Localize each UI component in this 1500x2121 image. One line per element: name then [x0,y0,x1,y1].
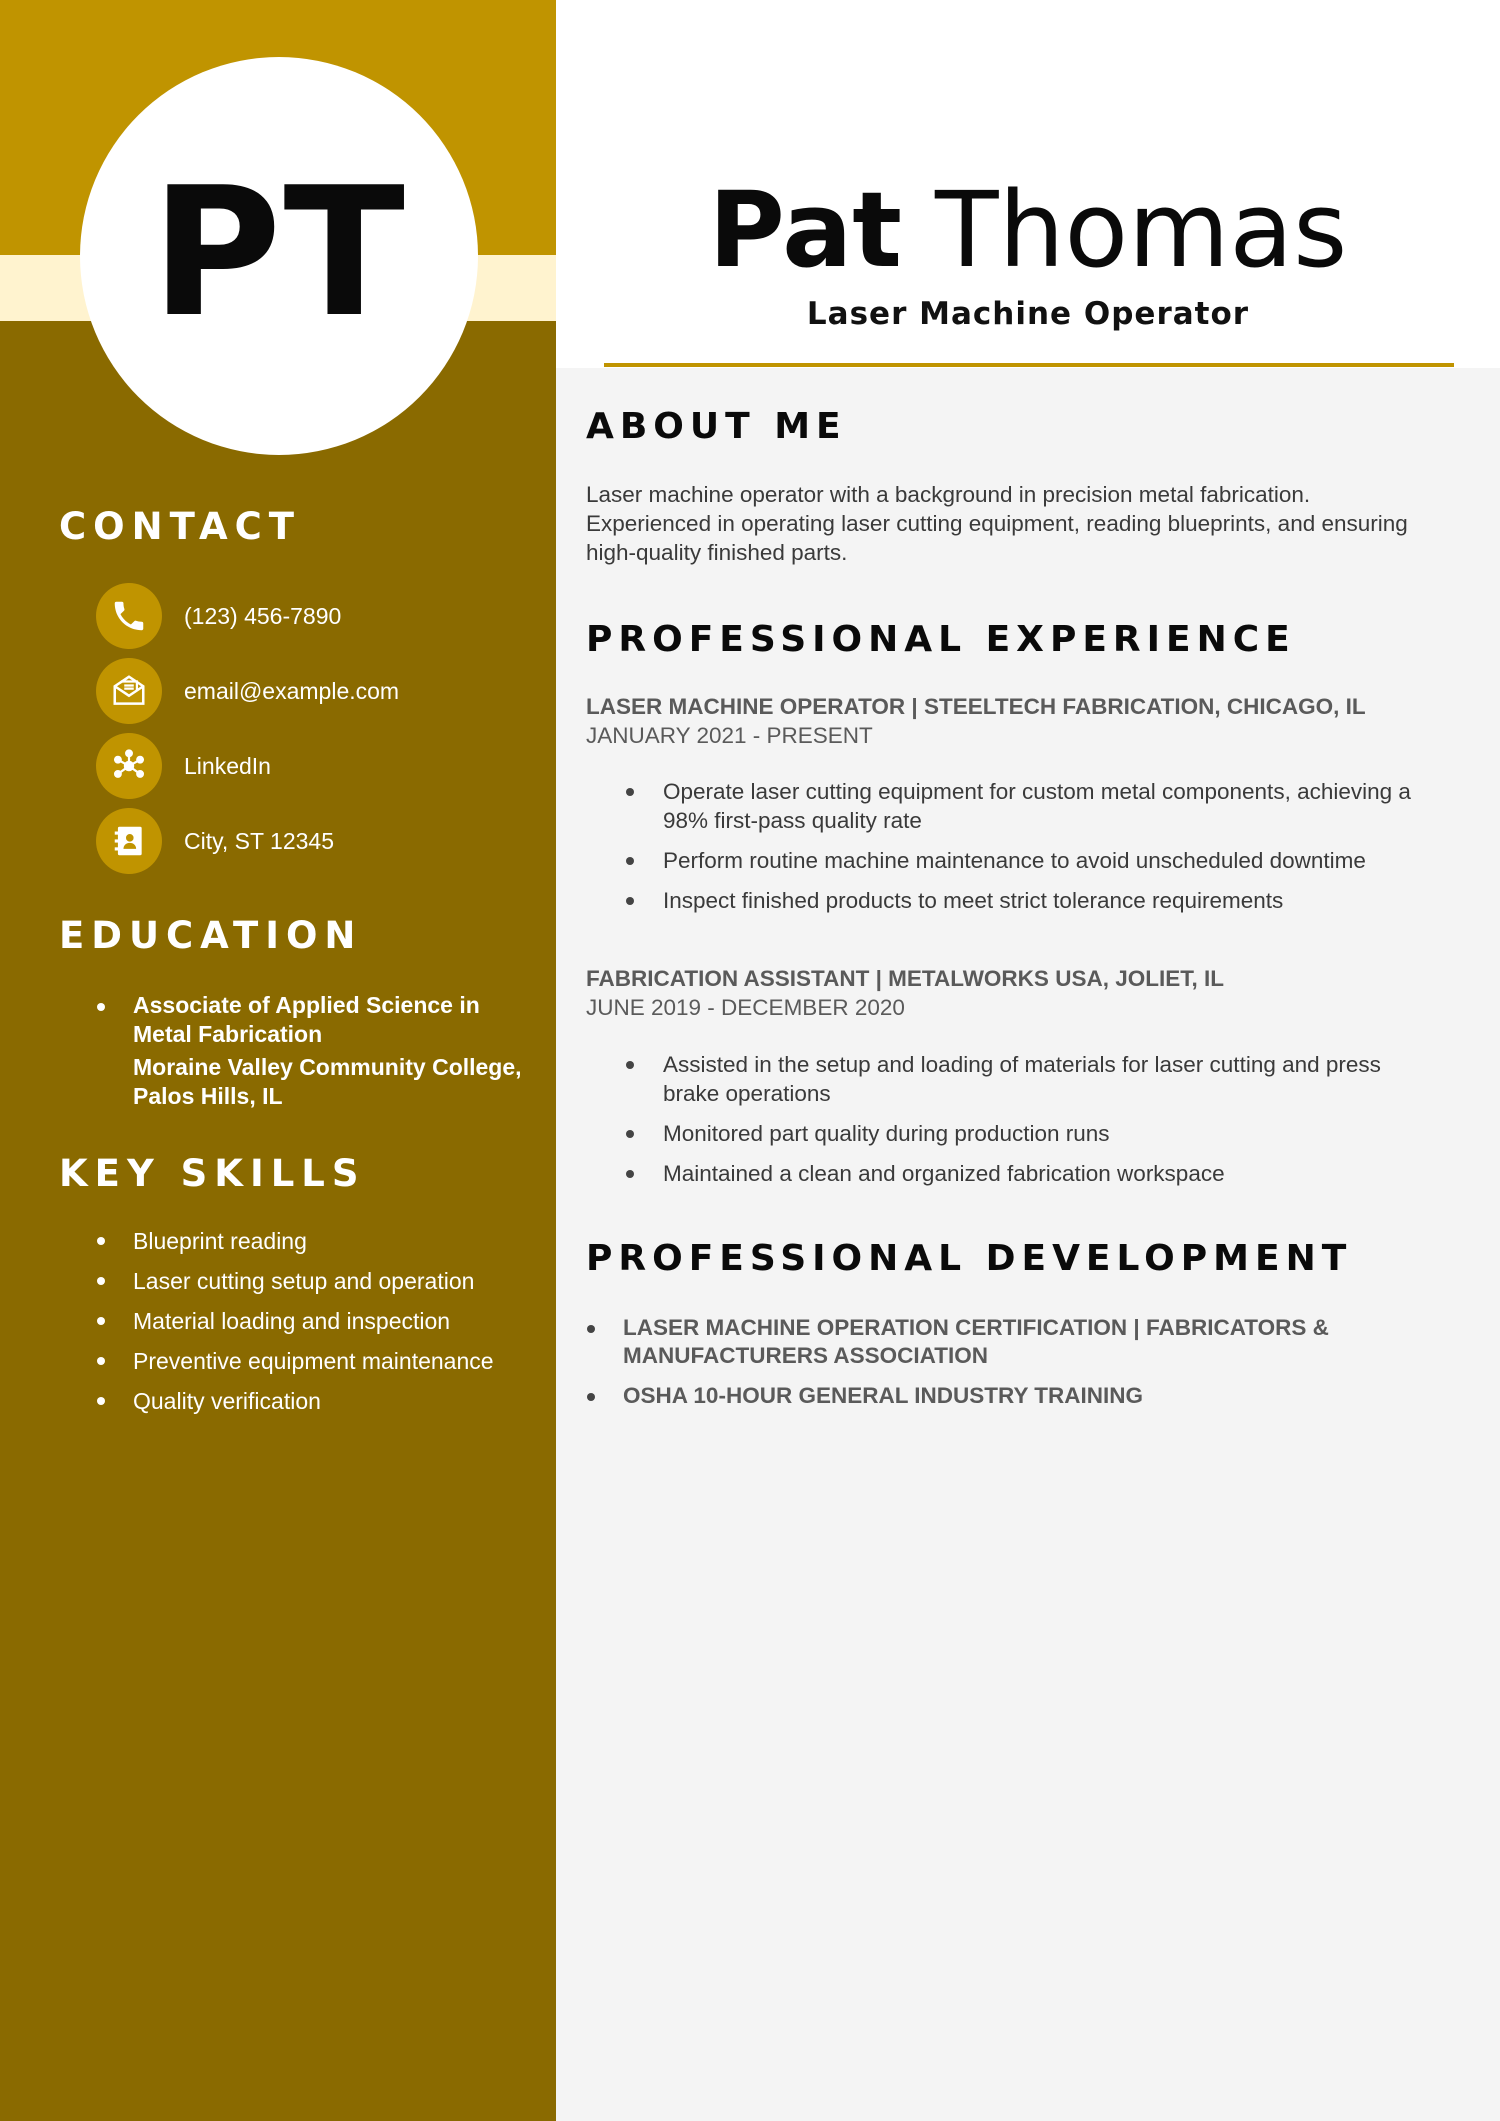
skill-item: Quality verification [133,1386,543,1426]
development-item: LASER MACHINE OPERATION CERTIFICATION | FABRICATORS & MANUFACTURERS ASSOCIATION [623,1314,1443,1370]
skill-item: Laser cutting setup and operation [133,1266,543,1306]
job-dates: JUNE 2019 - DECEMBER 2020 [586,995,905,1020]
contact-address [96,808,334,874]
monogram-initials: PT [151,148,407,356]
skill-item: Blueprint reading [133,1226,543,1266]
job-bullets [663,777,1443,926]
contact-email-text: email@example.com [184,677,400,704]
linkedin-icon [96,733,162,799]
skill-item: Preventive equipment maintenance [133,1346,543,1386]
education-heading: EDUCATION [59,914,363,957]
job-title-line: FABRICATION ASSISTANT | METALWORKS USA, JOLIET, IL [586,966,1224,991]
about-heading: ABOUT ME [586,406,847,447]
email-icon [96,658,162,724]
contact-heading: CONTACT [59,505,301,548]
job-bullet: Assisted in the setup and loading of materials for laser cutting and press brake operations [663,1050,1443,1108]
address-book-icon [96,808,162,874]
contact-linkedin[interactable] [96,733,271,799]
education-school: Moraine Valley Community College, Palos Hills, IL [133,1054,522,1109]
job-dates: JANUARY 2021 - PRESENT [586,723,873,748]
experience-heading: PROFESSIONAL EXPERIENCE [586,619,1296,660]
contact-linkedin-text: LinkedIn [184,752,271,779]
development-item: OSHA 10-HOUR GENERAL INDUSTRY TRAINING [623,1382,1443,1410]
first-name: Pat [708,169,902,291]
development-list [623,1314,1443,1422]
contact-phone-text: (123) 456-7890 [184,602,342,629]
bullet-dot [97,1003,105,1011]
phone-icon [96,583,162,649]
education-item [133,991,533,1111]
about-text: Laser machine operator with a background in precision metal fabrication. Experienced in operating laser cutting equipment, reading blueprints, and ensuring high-quality finished parts. [586,482,1408,565]
job-bullet: Inspect finished products to meet strict tolerance requirements [663,886,1443,915]
job-title-line: LASER MACHINE OPERATOR | STEELTECH FABRICATION, CHICAGO, IL [586,694,1366,719]
job-bullet: Perform routine machine maintenance to avoid unscheduled downtime [663,846,1443,875]
job-title: Laser Machine Operator [806,296,1250,332]
job-bullets [663,1050,1443,1199]
job-bullet: Operate laser cutting equipment for custom metal components, achieving a 98% first-pass quality rate [663,777,1443,835]
skill-item: Material loading and inspection [133,1306,543,1346]
monogram-circle [80,57,478,455]
development-heading: PROFESSIONAL DEVELOPMENT [586,1238,1353,1279]
candidate-name [556,170,1500,290]
key-skills-list [133,1226,543,1426]
education-degree: Associate of Applied Science in Metal Fabrication [133,992,480,1047]
key-skills-heading: KEY SKILLS [59,1152,366,1195]
contact-email[interactable] [96,658,399,724]
job-bullet: Monitored part quality during production runs [663,1119,1443,1148]
last-name: Thomas [935,169,1348,291]
contact-phone[interactable] [96,583,341,649]
job-bullet: Maintained a clean and organized fabrication workspace [663,1159,1443,1188]
contact-address-text: City, ST 12345 [184,827,335,854]
header-divider [604,363,1454,367]
